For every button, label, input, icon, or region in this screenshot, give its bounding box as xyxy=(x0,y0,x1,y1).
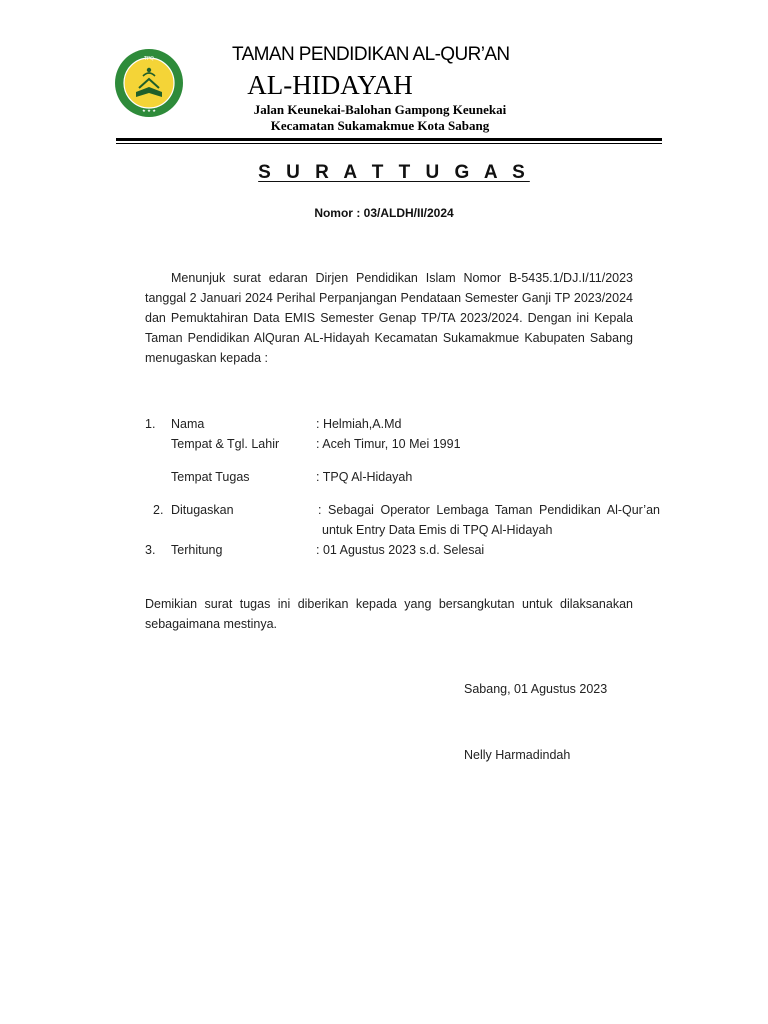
ditugaskan-value-line-2: untuk Entry Data Emis di TPQ Al-Hidayah xyxy=(322,523,553,537)
address-line-2: Kecamatan Sukamakmue Kota Sabang xyxy=(270,118,490,133)
closing-paragraph: Demikian surat tugas ini diberikan kepada yang bersangkutan untuk dilaksanakan sebagaimana mestinya. xyxy=(145,597,633,631)
header-rule-thin xyxy=(116,143,662,144)
school-name: AL-HIDAYAH xyxy=(247,70,413,100)
item-number-1: 1. xyxy=(145,417,156,431)
terhitung-label: Terhitung xyxy=(171,543,223,557)
nama-value: : Helmiah,A.Md xyxy=(316,417,402,431)
tempat-tugas-label: Tempat Tugas xyxy=(171,470,250,484)
ttl-label: Tempat & Tgl. Lahir xyxy=(171,437,280,451)
document-title: S U R A T T U G A S xyxy=(258,162,530,183)
ditugaskan-value-line-1: : Sebagai Operator Lembaga Taman Pendidikan Al-Qur’an xyxy=(318,503,660,517)
school-logo-seal xyxy=(114,48,184,118)
place-date: Sabang, 01 Agustus 2023 xyxy=(464,682,608,696)
signatory-name: Nelly Harmadindah xyxy=(464,748,571,762)
opening-paragraph: Menunjuk surat edaran Dirjen Pendidikan Islam Nomor B-5435.1/DJ.I/11/2023 tanggal 2 Januari 2024 Perihal Perpanjangan Pendataan Semester Ganji TP 2023/2024 dan Pemuktahiran Data EMIS Semester Genap TP/TA 2023/2024. Dengan ini Kepala Taman Pendidikan AlQuran AL-Hidayah Kecamatan Sukamakmue Kabupaten Sabang menugaskan kepada : xyxy=(145,271,633,365)
item-number-2: 2. xyxy=(153,503,164,517)
address-line-1: Jalan Keunekai-Balohan Gampong Keunekai xyxy=(253,102,507,117)
ditugaskan-label: Ditugaskan xyxy=(171,503,234,517)
nama-label: Nama xyxy=(171,417,205,431)
header-rule-thick xyxy=(116,138,662,141)
tempat-tugas-value: : TPQ Al-Hidayah xyxy=(316,470,413,484)
svg-text:TPQ: TPQ xyxy=(143,56,155,62)
terhitung-value: : 01 Agustus 2023 s.d. Selesai xyxy=(316,543,485,557)
document-number: Nomor : 03/ALDH/II/2024 xyxy=(314,206,454,220)
institution-name: TAMAN PENDIDIKAN AL-QUR’AN xyxy=(232,44,510,65)
ttl-value: : Aceh Timur, 10 Mei 1991 xyxy=(316,437,461,451)
svg-text:★ ★ ★: ★ ★ ★ xyxy=(142,108,156,113)
item-number-3: 3. xyxy=(145,543,156,557)
